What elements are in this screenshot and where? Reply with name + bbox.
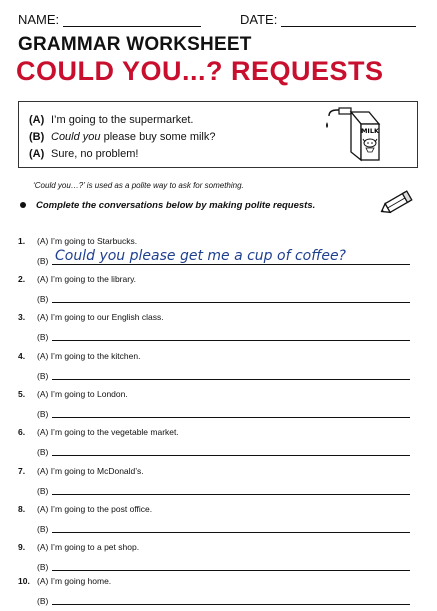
question-prompt: (A) I’m going to London. <box>37 389 128 399</box>
question-number: 6. <box>18 427 26 437</box>
question-item-5 <box>18 389 418 425</box>
example-text: Sure, no problem! <box>51 148 139 160</box>
question-number: 5. <box>18 389 26 399</box>
question-number: 4. <box>18 351 26 361</box>
date-field[interactable] <box>240 12 416 27</box>
answer-line[interactable] <box>52 455 410 456</box>
question-number: 10. <box>18 576 30 586</box>
example-line-3 <box>29 148 138 160</box>
example-box <box>18 101 418 168</box>
question-prompt: (A) I’m going to the post office. <box>37 504 153 514</box>
name-underline[interactable] <box>63 15 201 27</box>
question-item-4 <box>18 351 418 387</box>
answer-label: (B) <box>37 524 49 534</box>
question-item-2 <box>18 274 418 310</box>
question-prompt: (A) I’m going to our English class. <box>37 312 164 322</box>
question-item-10 <box>18 576 418 611</box>
answer-line[interactable] <box>52 604 410 605</box>
answer-label: (B) <box>37 562 49 572</box>
question-prompt: (A) I’m going to the vegetable market. <box>37 427 179 437</box>
answer-line[interactable] <box>52 532 410 533</box>
instruction <box>20 200 315 211</box>
answer-label: (B) <box>37 447 49 457</box>
milk-carton-icon <box>321 106 391 166</box>
question-item-3 <box>18 312 418 348</box>
question-prompt: (A) I’m going to a pet shop. <box>37 542 140 552</box>
question-prompt: (A) I’m going home. <box>37 576 112 586</box>
example-tag: (B) <box>29 131 45 143</box>
question-item-1 <box>18 236 418 272</box>
example-line-1 <box>29 114 193 126</box>
example-tag: (A) <box>29 148 45 160</box>
question-number: 3. <box>18 312 26 322</box>
bullet-icon <box>20 202 26 208</box>
question-prompt: (A) I’m going to McDonald’s. <box>37 466 144 476</box>
answer-label: (B) <box>37 332 49 342</box>
question-item-8 <box>18 504 418 540</box>
instruction-text: Complete the conversations below by making polite requests. <box>36 200 316 211</box>
example-text: please buy some milk? <box>100 131 216 143</box>
question-item-6 <box>18 427 418 463</box>
question-number: 8. <box>18 504 26 514</box>
answer-label: (B) <box>37 371 49 381</box>
milk-label: MILK <box>360 127 380 135</box>
date-label: DATE: <box>240 12 278 27</box>
question-number: 7. <box>18 466 26 476</box>
question-item-9 <box>18 542 418 578</box>
answer-label: (B) <box>37 486 49 496</box>
usage-note: ‘Could you…?’ is used as a polite way to ask for something. <box>33 181 244 190</box>
question-prompt: (A) I’m going to the library. <box>37 274 137 284</box>
question-number: 9. <box>18 542 26 552</box>
answer-line[interactable] <box>52 264 410 265</box>
date-underline[interactable] <box>281 15 416 27</box>
example-emphasis: Could you <box>51 131 101 143</box>
answer-line[interactable] <box>52 417 410 418</box>
answer-label: (B) <box>37 256 49 266</box>
question-item-7 <box>18 466 418 502</box>
answer-line[interactable] <box>52 340 410 341</box>
answer-line[interactable] <box>52 302 410 303</box>
name-label: NAME: <box>18 12 60 27</box>
answer-line[interactable] <box>52 494 410 495</box>
answer-line[interactable] <box>52 570 410 571</box>
answer-label: (B) <box>37 596 49 606</box>
name-field[interactable] <box>18 12 201 27</box>
answer-label: (B) <box>37 294 49 304</box>
example-tag: (A) <box>29 114 45 126</box>
answer-line[interactable] <box>52 379 410 380</box>
answer-text: Could you please get me a cup of coffee? <box>55 248 346 264</box>
question-prompt: (A) I’m going to the kitchen. <box>37 351 141 361</box>
question-number: 1. <box>18 236 26 246</box>
worksheet-subtitle: COULD YOU...? REQUESTS <box>16 56 384 86</box>
question-number: 2. <box>18 274 26 284</box>
example-line-2 <box>29 131 216 143</box>
question-prompt: (A) I’m going to Starbucks. <box>37 236 138 246</box>
pencil-icon <box>378 188 418 216</box>
worksheet-title: GRAMMAR WORKSHEET <box>18 34 252 55</box>
answer-label: (B) <box>37 409 49 419</box>
example-text: I’m going to the supermarket. <box>51 114 194 126</box>
